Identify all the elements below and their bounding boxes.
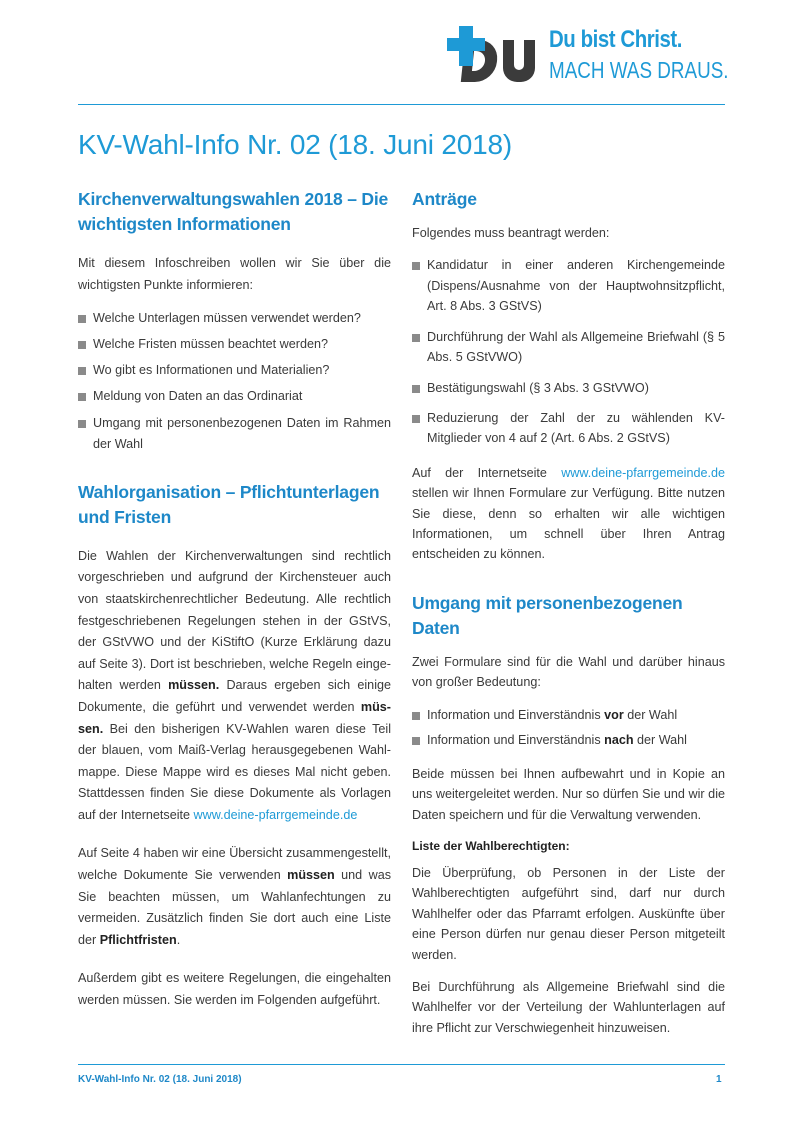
bullet-icon: [412, 415, 420, 423]
section-heading: Umgang mit personenbezogenen Daten: [412, 592, 683, 638]
list-item: Durchführung der Wahl als Allgemeine Briefwahl (§ 5 Abs. 5 GStVWO): [412, 327, 725, 368]
section-heading: Kirchenverwaltungswahlen 2018 – Die wichtigsten Informationen: [78, 189, 389, 234]
page-number: 1: [716, 1074, 722, 1085]
paragraph: Beide müssen bei Ihnen aufbewahrt und in Kopie an uns weitergeleitet werden. Nur so dürfen Sie und wir die Daten speichern und für die Verwaltung verwenden.: [412, 766, 725, 822]
bullet-icon: [78, 420, 86, 428]
list-item: Bestätigungswahl (§ 3 Abs. 3 GStVWO): [412, 378, 725, 398]
list-item: Information und Einverständnis nach der Wahl: [412, 730, 725, 750]
paragraph: Auf der Internetseite www.deine-pfarrgemeinde.de stellen wir Ihnen Formulare zur Verfügung. Bitte nutzen Sie diese, denn so erhalten wir alle wichtigen Informationen, um schnell über Ihren Antrag entscheiden zu können.: [412, 465, 725, 562]
bullet-list: [412, 705, 725, 750]
paragraph: Folgendes muss beantragt werden:: [412, 226, 610, 241]
footer-text: KV-Wahl-Info Nr. 02 (18. Juni 2018): [78, 1074, 242, 1085]
logo: [447, 24, 737, 88]
paragraph: Mit diesem Infoschreiben wollen wir Sie über die wichtigsten Punkte informieren:: [78, 256, 391, 292]
list-item: Welche Unterlagen müssen verwendet werden?: [78, 308, 391, 330]
section-heading: Wahlorganisation – Pflichtunterlagen und Fristen: [78, 481, 380, 527]
bullet-list: [78, 308, 391, 456]
bullet-icon: [412, 385, 420, 393]
paragraph: Auf Seite 4 haben wir eine Übersicht zusammengestellt, welche Dokumente Sie verwenden müssen und was Sie beachten müssen, um Wahlanfechtungen zu vermeiden. Zusätzlich finden Sie dort auch eine Liste der Pflichtfristen.: [78, 846, 391, 947]
bullet-icon: [412, 712, 420, 720]
website-link[interactable]: www.deine-pfarrgemeinde.de: [193, 807, 358, 822]
list-item: Kandidatur in einer anderen Kirchengemeinde (Dispens/Ausnahme von der Hauptwohnsitzpflicht, Art. 8 Abs. 3 GStVS): [412, 255, 725, 316]
bullet-icon: [78, 315, 86, 323]
page-title: KV-Wahl-Info Nr. 02 (18. Juni 2018): [78, 129, 512, 160]
list-item: Reduzierung der Zahl der zu wählenden KV-Mitglieder von 4 auf 2 (Art. 6 Abs. 2 GStVS): [412, 408, 725, 449]
list-item: Welche Fristen müssen beachtet werden?: [78, 334, 391, 356]
subheading: Liste der Wahlberechtigten:: [412, 839, 570, 854]
bullet-list: [412, 255, 725, 448]
list-item: Meldung von Daten an das Ordinariat: [78, 386, 391, 408]
paragraph: Die Überprüfung, ob Personen in der Liste der Wahlberechtigten aufgeführt sind, darf nur durch Wahlhelfer oder das Pfarramt erfolgen. Auskünfte über eine Person dürfen nur genau dieser Person mitgeteilt werden.: [412, 866, 725, 962]
left-column: [78, 187, 391, 1029]
bullet-icon: [78, 341, 86, 349]
du-logo-mark-icon: [447, 26, 537, 86]
bullet-icon: [412, 334, 420, 342]
bullet-icon: [412, 262, 420, 270]
right-column: [412, 187, 725, 1050]
list-item: Umgang mit personenbezogenen Daten im Rahmen der Wahl: [78, 413, 391, 456]
slogan-line-1: Du bist Christ.: [549, 26, 683, 53]
bullet-icon: [78, 367, 86, 375]
section-heading: Anträge: [412, 189, 477, 209]
paragraph: Zwei Formulare sind für die Wahl und darüber hinaus von großer Bedeutung:: [412, 654, 725, 690]
bullet-icon: [78, 393, 86, 401]
paragraph: Außerdem gibt es weitere Regelungen, die eingehalten werden müssen. Sie werden im Folgenden aufgeführt.: [78, 971, 391, 1008]
footer-divider: [78, 1064, 725, 1065]
list-item: Information und Einverständnis vor der Wahl: [412, 705, 725, 725]
paragraph: Bei Durchführung als Allgemeine Briefwahl sind die Wahlhelfer vor der Verteilung der Wahlunterlagen auf ihre Pflicht zur Verschwiegenheit hinzuweisen.: [412, 980, 725, 1035]
list-item: Wo gibt es Informationen und Materialien?: [78, 360, 391, 382]
bullet-icon: [412, 737, 420, 745]
slogan-line-2: MACH WAS DRAUS.: [549, 57, 729, 83]
header-divider: [78, 104, 725, 105]
website-link[interactable]: www.deine-pfarrgemeinde.de: [561, 465, 725, 480]
paragraph: Die Wahlen der Kirchenverwaltungen sind rechtlich vorgeschrieben und aufgrund der Kirchensteuer auch von staatskirchenrechtlicher Bedeutung. Alle rechtlich festgeschriebenen Regelungen stehen in der GStVS, der GStVWO und der KiStiftO (Kurze Erklärung dazu auf Seite 3). Dort ist beschrieben, welche Regeln eingehalten werden müssen. Daraus ergeben sich einige Dokumente, die geführt und verwendet werden müssen. Bei den bisherigen KV-Wahlen waren diese Teil der blauen, vom Maiß-Verlag herausgegebenen Wahlmappe. Diese Mappe wird es dieses Mal nicht geben. Stattdessen finden Sie diese Dokumente als Vorlagen auf der Internetseite www.deine-pfarrgemeinde.de: [78, 548, 391, 822]
